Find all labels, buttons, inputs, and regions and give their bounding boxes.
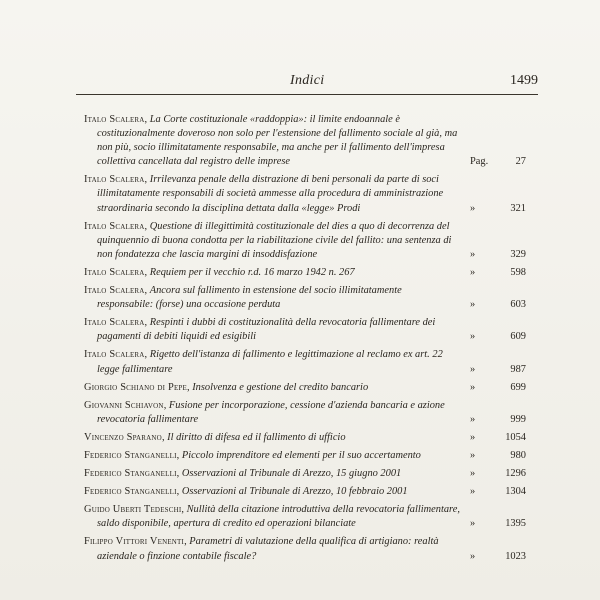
entry-author: Filippo Vittori Venenti — [84, 536, 185, 548]
index-entry — [84, 503, 526, 531]
entry-page-ref — [460, 431, 526, 445]
entry-author: Federico Stanganelli — [84, 449, 177, 461]
page-mark: » — [470, 413, 476, 425]
page-mark: » — [470, 248, 476, 260]
entry-page-ref — [460, 467, 526, 481]
entry-page-number: 329 — [510, 248, 526, 260]
index-entry — [84, 381, 526, 395]
index-entry — [84, 535, 526, 563]
author-separator: , — [161, 431, 168, 443]
entry-page-number: 1296 — [505, 468, 526, 480]
page-mark: » — [470, 449, 476, 461]
entry-page-ref — [460, 266, 526, 280]
entry-page-ref — [460, 330, 526, 344]
page-mark: Pag. — [470, 156, 489, 168]
page-mark: » — [470, 468, 476, 480]
page-mark: » — [470, 550, 476, 562]
entry-page-number: 699 — [510, 381, 526, 393]
entry-author: Italo Scalera — [84, 174, 145, 186]
entry-page-ref — [460, 413, 526, 427]
page-mark: » — [470, 431, 476, 443]
entry-author: Giovanni Schiavon — [84, 399, 164, 411]
entry-title: Il diritto di difesa ed il fallimento di ufficio — [167, 431, 346, 443]
index-entry — [84, 266, 526, 280]
entry-page-number: 321 — [510, 202, 526, 214]
entry-title: Osservazioni al Tribunale di Arezzo, 15 giugno 2001 — [181, 468, 402, 480]
author-separator: , — [176, 449, 182, 461]
entry-page-number: 1054 — [505, 431, 526, 443]
author-separator: , — [184, 536, 190, 548]
entry-page-number: 987 — [510, 363, 526, 375]
entry-title: Ancora sul fallimento in estensione del socio illimitatamente responsabile: (forse) una occasione perduta — [97, 285, 402, 311]
entry-page-number: 27 — [515, 156, 526, 168]
author-separator: , — [144, 174, 150, 186]
entry-title: Rigetto dell'istanza di fallimento e legittimazione al reclamo ex art. 22 legge fallimentare — [97, 349, 443, 375]
author-separator: , — [181, 504, 187, 516]
entry-page-number: 999 — [510, 413, 526, 425]
author-separator: , — [144, 220, 150, 232]
entry-page-ref — [460, 550, 526, 564]
index-entry — [84, 284, 526, 312]
entry-page-number: 598 — [510, 266, 526, 278]
page-number: 1499 — [510, 73, 538, 88]
author-separator: , — [144, 349, 150, 361]
index-entry — [84, 399, 526, 427]
entry-title: La Corte costituzionale «raddoppia»: il limite endoannale è costituzionalmente doveroso non solo per l'estensione del fallimento sociale al già, ma non più, socio illimitatamente responsabile, ma anche per il fallimento dell'impresa collettiva cancellata dal registro delle imprese — [97, 114, 458, 168]
entry-page-ref — [460, 202, 526, 216]
entry-page-number: 1023 — [505, 550, 526, 562]
entry-author: Italo Scalera — [84, 285, 145, 297]
entry-page-ref — [460, 363, 526, 377]
header-rule — [76, 94, 538, 95]
page-mark: » — [470, 266, 476, 278]
page-header — [78, 73, 538, 93]
index-entry — [84, 113, 526, 169]
running-title: Indici — [290, 73, 325, 88]
entry-author: Italo Scalera — [84, 266, 145, 278]
page-mark: » — [470, 363, 476, 375]
author-separator: , — [187, 381, 193, 393]
entry-page-number: 1304 — [505, 486, 526, 498]
entry-author: Italo Scalera — [84, 220, 145, 232]
entry-page-ref — [460, 381, 526, 395]
entry-title: Parametri di valutazione della qualifica di artigiano: realtà aziendale o finzione contabile fiscale? — [97, 536, 439, 562]
page-mark: » — [470, 299, 476, 311]
entry-title: Fusione per incorporazione, cessione d'azienda bancaria e azione revocatoria fallimentare — [97, 399, 445, 425]
author-separator: , — [144, 266, 150, 278]
entry-page-number: 1395 — [505, 518, 526, 530]
entry-title: Irrilevanza penale della distrazione di beni personali da parte di soci illimitatamente responsabili di società ammesse alla procedura di amministrazione straordinaria secondo la disciplina dettata dalla «legge» Prodi — [97, 174, 444, 214]
entry-page-ref — [460, 517, 526, 531]
index-entry — [84, 485, 526, 499]
index-entry — [84, 316, 526, 344]
entry-author: Italo Scalera — [84, 114, 145, 125]
entry-author: Giorgio Schiano di Pepe — [84, 381, 188, 393]
page-mark: » — [470, 518, 476, 530]
index-entry — [84, 348, 526, 376]
index-entry — [84, 449, 526, 463]
entry-author: Italo Scalera — [84, 317, 145, 329]
entry-page-ref — [460, 449, 526, 463]
entry-title: Questione di illegittimità costituzionale del dies a quo di decorrenza del quinquennio di buona condotta per la riabilitazione civile del fallito: una sentenza di non fondatezza che lascia margini di insoddisfazione — [97, 220, 452, 260]
index-entry — [84, 467, 526, 481]
entry-title: Requiem per il vecchio r.d. 16 marzo 1942 n. 267 — [149, 266, 355, 278]
entry-title: Osservazioni al Tribunale di Arezzo, 10 febbraio 2001 — [181, 486, 408, 498]
author-separator: , — [144, 317, 150, 329]
entry-title: Respinti i dubbi di costituzionalità della revocatoria fallimentare dei pagamenti di debiti liquidi ed esigibili — [97, 317, 436, 343]
entry-author: Vincenzo Sparano — [84, 431, 162, 443]
entry-page-number: 609 — [510, 331, 526, 343]
entry-page-ref — [460, 155, 526, 169]
entry-author: Federico Stanganelli — [84, 468, 177, 480]
page-mark: » — [470, 486, 476, 498]
page-mark: » — [470, 381, 476, 393]
page-mark: » — [470, 202, 476, 214]
author-separator: , — [144, 285, 150, 297]
entry-title: Nullità della citazione introduttiva della revocatoria fallimentare, saldo disponibile, apertura di credito ed operazioni bilanciate — [97, 504, 460, 530]
entry-author: Italo Scalera — [84, 349, 145, 361]
author-separator: , — [176, 486, 182, 498]
entry-gap — [84, 564, 526, 568]
entry-title: Insolvenza e gestione del credito bancario — [192, 381, 369, 393]
entry-page-ref — [460, 248, 526, 262]
entry-title: Piccolo imprenditore ed elementi per il suo accertamento — [181, 449, 421, 461]
index-entries — [84, 113, 526, 568]
entry-author: Guido Uberti Tedeschi — [84, 504, 182, 516]
entry-author: Federico Stanganelli — [84, 486, 177, 498]
author-separator: , — [163, 399, 169, 411]
entry-page-number: 603 — [510, 299, 526, 311]
index-entry — [84, 173, 526, 215]
index-entry — [84, 431, 526, 445]
entry-page-ref — [460, 485, 526, 499]
page-mark: » — [470, 331, 476, 343]
author-separator: , — [144, 114, 150, 125]
author-separator: , — [176, 468, 182, 480]
entry-page-number: 980 — [510, 449, 526, 461]
entry-page-ref — [460, 298, 526, 312]
index-entry — [84, 220, 526, 262]
